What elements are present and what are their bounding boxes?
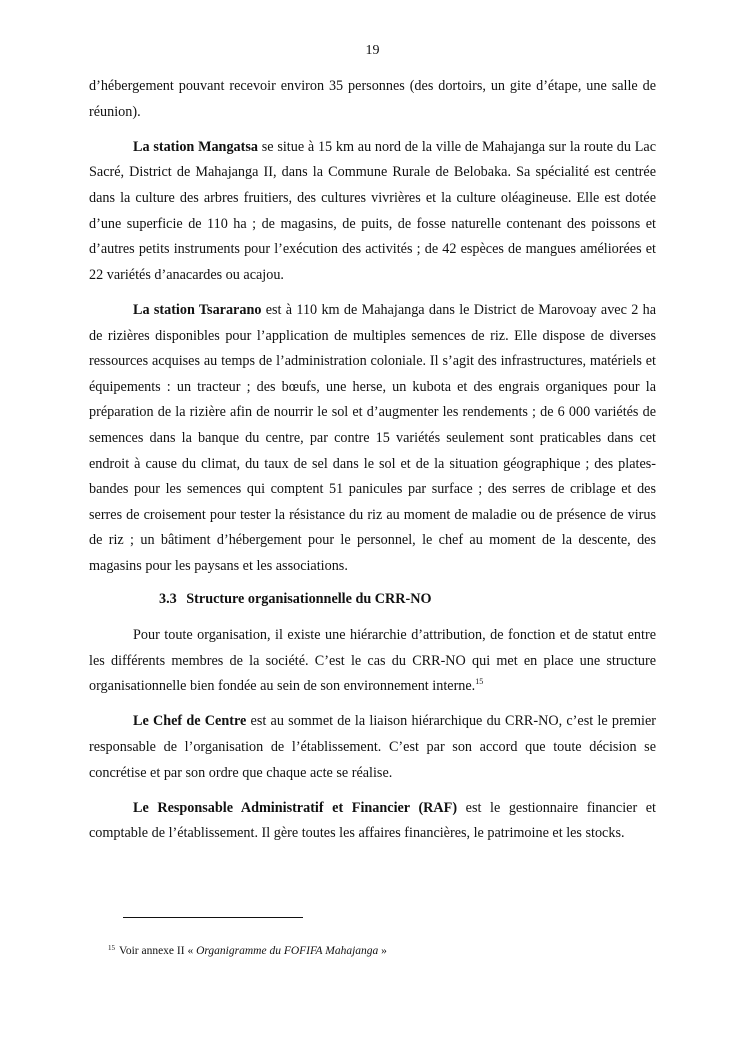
- paragraph-organisation: [89, 623, 656, 700]
- paragraph-text: d’hébergement pouvant recevoir environ 35 personnes (des dortoirs, un gite d’étape, une salle de réunion).: [89, 78, 656, 120]
- section-number: 3.3: [159, 591, 177, 608]
- document-body: [89, 74, 656, 857]
- paragraph-text: Pour toute organisation, il existe une hiérarchie d’attribution, de fonction et de statut entre les différents membres de la société. C’est le cas du CRR-NO qui met en place une structure organisationnelle bien fondée au sein de son environnement interne.: [89, 627, 656, 695]
- footnote-prefix: Voir annexe II «: [119, 945, 197, 957]
- bold-term: Le Chef de Centre: [133, 713, 247, 730]
- footnote-mark: 15: [108, 944, 115, 952]
- paragraph-text: est le gestionnaire financier et comptable de l’établissement. Il gère toutes les affaires financières, le patrimoine et les stocks.: [89, 799, 656, 842]
- bold-term: La station Mangatsa: [133, 138, 258, 155]
- footnote-italic-title: Organigramme du FOFIFA Mahajanga: [196, 945, 379, 957]
- paragraph-text: est à 110 km de Mahajanga dans le District de Marovoay avec 2 ha de rizières disponibles pour l’application de multiples semences de riz. Elle dispose de diverses ressources acquises au temps de l’administration coloniale. Il s’agit des infrastructures, matériels et équipements : un tracteur ; des bœufs, une herse, un kubota et des engrais organiques pour la préparation de la rizière afin de nourrir le sol et d’augmenter les rendements ; de 6 000 variétés de semences dans la banque du centre, par contre 15 variétés seulement sont praticables dans cet endroit à cause du climat, du taux de sel dans le sol et de la situation géographique ; des plates-bandes pour les semences qui comptent 51 panicules par surface ; des serres de criblage et des serres de croisement pour tester la résistance du riz au moment de maladie ou de présence de virus de riz ; un bâtiment d’hébergement pour le personnel, le chef au moment de la descente, des magasins pour les paysans et les associations.: [89, 301, 656, 574]
- paragraph-chef-de-centre: [89, 709, 656, 786]
- paragraph-station-tsararano: [89, 298, 656, 580]
- footnote-suffix: »: [378, 945, 387, 957]
- paragraph-station-mangatsa: [89, 135, 656, 289]
- paragraph-continuation: [89, 74, 656, 125]
- footnote-divider: [123, 917, 303, 918]
- paragraph-text: se situe à 15 km au nord de la ville de Mahajanga sur la route du Lac Sacré, District de Mahajanga II, dans la Commune Rurale de Belobaka. Sa spécialité est centrée dans la culture des arbres fruitiers, des cultures vivrières et la culture oléagineuse. Elle est dotée d’une superficie de 110 ha ; de magasins, de puits, de fosse naturelle contenant des poissons et d’autres petits instruments pour l’exécution des activités ; de 42 espèces de mangues améliorées et 22 variétés d’anacardes ou acajou.: [89, 138, 656, 283]
- bold-term: Le Responsable Administratif et Financier (RAF): [133, 799, 458, 816]
- section-title: Structure organisationnelle du CRR-NO: [186, 591, 432, 608]
- footnote-reference: 15: [475, 677, 484, 687]
- paragraph-text: est au sommet de la liaison hiérarchique du CRR-NO, c’est le premier responsable de l’organisation de l’établissement. C’est par son accord que toute décision se concrétise et par son ordre que chaque acte se réalise.: [89, 713, 656, 781]
- bold-term: La station Tsararano: [133, 301, 262, 318]
- section-heading: [159, 589, 656, 609]
- page-number: 19: [365, 43, 380, 58]
- paragraph-raf: [89, 796, 656, 847]
- footnote: [108, 943, 387, 959]
